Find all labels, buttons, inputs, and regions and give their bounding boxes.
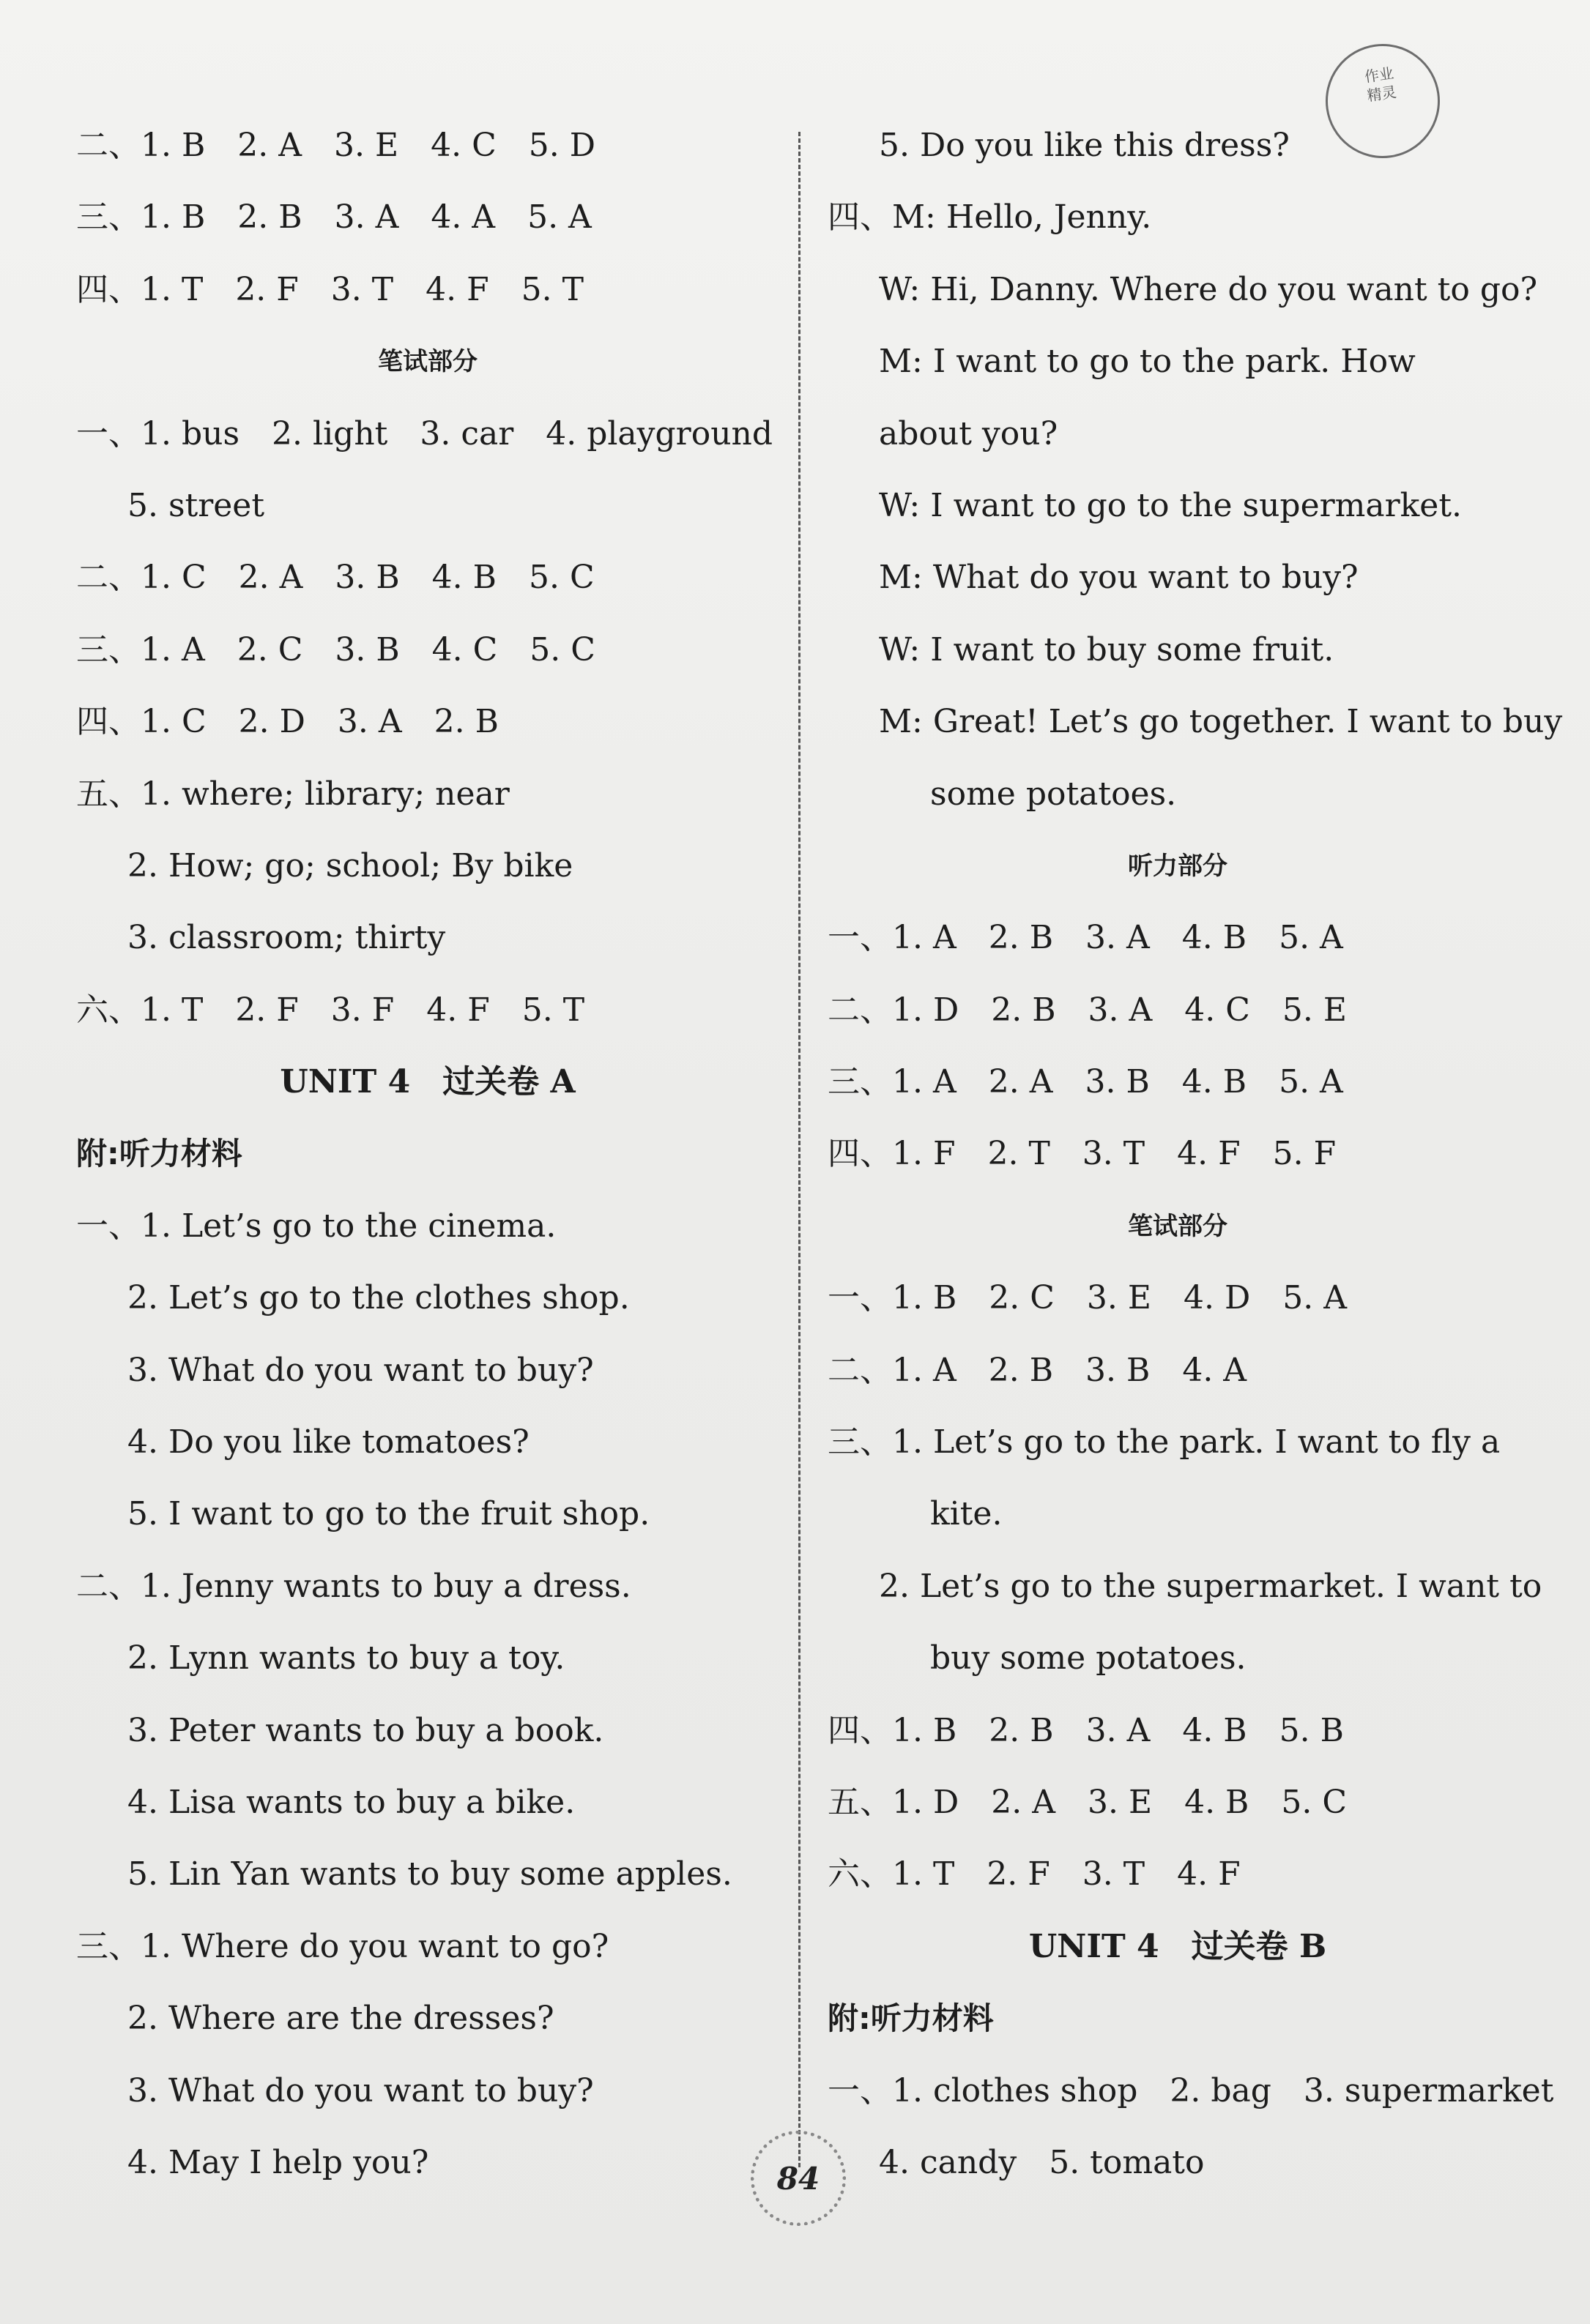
- answer-line: 四、1. B 2. B 3. A 4. B 5. B: [828, 1711, 1344, 1749]
- answer-line: 三、1. Where do you want to go?: [76, 1927, 609, 1965]
- section-heading: 笔试部分: [378, 347, 478, 377]
- answer-line-continued: 5. Do you like this dress?: [879, 127, 1290, 164]
- answer-line-continued: 5. I want to go to the fruit shop.: [127, 1495, 650, 1533]
- subsection-title: 附:听力材料: [76, 1136, 242, 1172]
- answer-line: 二、1. D 2. B 3. A 4. C 5. E: [828, 991, 1348, 1029]
- right-column: [828, 110, 1563, 2199]
- unit-title: UNIT 4 过关卷 A: [280, 1063, 576, 1101]
- answer-line: 三、1. Let’s go to the park. I want to fly a: [828, 1423, 1501, 1461]
- answer-line-continued: W: I want to go to the supermarket.: [879, 486, 1462, 524]
- answer-line-continued: about you?: [879, 414, 1058, 452]
- stamp-line-2: 精灵: [1366, 83, 1398, 105]
- subsection-title: 附:听力材料: [828, 2000, 994, 2037]
- answer-line: 一、1. clothes shop 2. bag 3. supermarket: [828, 2071, 1554, 2109]
- answer-line-continued: 4. Do you like tomatoes?: [127, 1423, 530, 1461]
- answer-line: 三、1. A 2. A 3. B 4. B 5. A: [828, 1063, 1343, 1101]
- answer-line-continued: 4. May I help you?: [127, 2143, 429, 2181]
- answer-line-continued: M: I want to go to the park. How: [879, 343, 1416, 381]
- answer-line: 五、1. where; library; near: [76, 775, 510, 813]
- answer-line-continued: 5. street: [127, 486, 265, 524]
- page-number: 84: [751, 2131, 846, 2226]
- answer-line-continued: 5. Lin Yan wants to buy some apples.: [127, 1855, 732, 1893]
- answer-line: 二、1. C 2. A 3. B 4. B 5. C: [76, 559, 595, 597]
- answer-line: 六、1. T 2. F 3. T 4. F: [828, 1855, 1241, 1893]
- answer-line: 六、1. T 2. F 3. F 4. F 5. T: [76, 991, 585, 1029]
- answer-line-continued: 3. classroom; thirty: [127, 919, 446, 957]
- answer-line: 二、1. A 2. B 3. B 4. A: [828, 1351, 1247, 1389]
- answer-line: 四、1. C 2. D 3. A 2. B: [76, 703, 499, 741]
- answer-line: 二、1. B 2. A 3. E 4. C 5. D: [76, 127, 596, 164]
- answer-line-wrapped: buy some potatoes.: [930, 1639, 1247, 1677]
- section-heading: 听力部分: [1128, 851, 1227, 881]
- unit-title: UNIT 4 过关卷 B: [1028, 1927, 1327, 1965]
- answer-line: 一、1. B 2. C 3. E 4. D 5. A: [828, 1279, 1348, 1317]
- answer-line-continued: 2. Lynn wants to buy a toy.: [127, 1639, 565, 1677]
- answer-line: 五、1. D 2. A 3. E 4. B 5. C: [828, 1783, 1348, 1821]
- left-column: [76, 110, 779, 2199]
- answer-line-continued: 3. Peter wants to buy a book.: [127, 1711, 604, 1749]
- answer-line-wrapped: kite.: [930, 1495, 1003, 1533]
- answer-line: 一、1. Let’s go to the cinema.: [76, 1207, 557, 1245]
- answer-line-continued: 4. Lisa wants to buy a bike.: [127, 1783, 576, 1821]
- answer-line-wrapped: some potatoes.: [930, 775, 1177, 813]
- answer-line: 四、M: Hello, Jenny.: [828, 198, 1152, 237]
- answer-line-continued: 2. Let’s go to the supermarket. I want to: [879, 1567, 1542, 1605]
- answer-line-continued: M: Great! Let’s go together. I want to buy: [879, 703, 1563, 741]
- column-divider: [798, 132, 800, 2167]
- answer-line-continued: W: I want to buy some fruit.: [879, 630, 1334, 668]
- answer-line-continued: 2. Where are the dresses?: [127, 2000, 554, 2038]
- answer-line-continued: 2. How; go; school; By bike: [127, 846, 573, 884]
- answer-line-continued: 3. What do you want to buy?: [127, 2071, 594, 2109]
- answer-line-continued: 4. candy 5. tomato: [879, 2143, 1205, 2181]
- answer-line: 一、1. A 2. B 3. A 4. B 5. A: [828, 919, 1343, 957]
- answer-line: 一、1. bus 2. light 3. car 4. playground: [76, 414, 773, 452]
- answer-line: 三、1. A 2. C 3. B 4. C 5. C: [76, 630, 595, 668]
- answer-line-continued: 3. What do you want to buy?: [127, 1351, 594, 1389]
- answer-line: 四、1. T 2. F 3. T 4. F 5. T: [76, 270, 584, 308]
- answer-line: 三、1. B 2. B 3. A 4. A 5. A: [76, 198, 592, 237]
- section-heading: 笔试部分: [1128, 1211, 1227, 1241]
- answer-line: 二、1. Jenny wants to buy a dress.: [76, 1567, 631, 1605]
- stamp-line-1: 作业: [1363, 64, 1395, 86]
- answer-line: 四、1. F 2. T 3. T 4. F 5. F: [828, 1135, 1337, 1173]
- answer-line-continued: 2. Let’s go to the clothes shop.: [127, 1279, 630, 1317]
- answer-line-continued: M: What do you want to buy?: [879, 559, 1359, 597]
- answer-line-continued: W: Hi, Danny. Where do you want to go?: [879, 270, 1538, 308]
